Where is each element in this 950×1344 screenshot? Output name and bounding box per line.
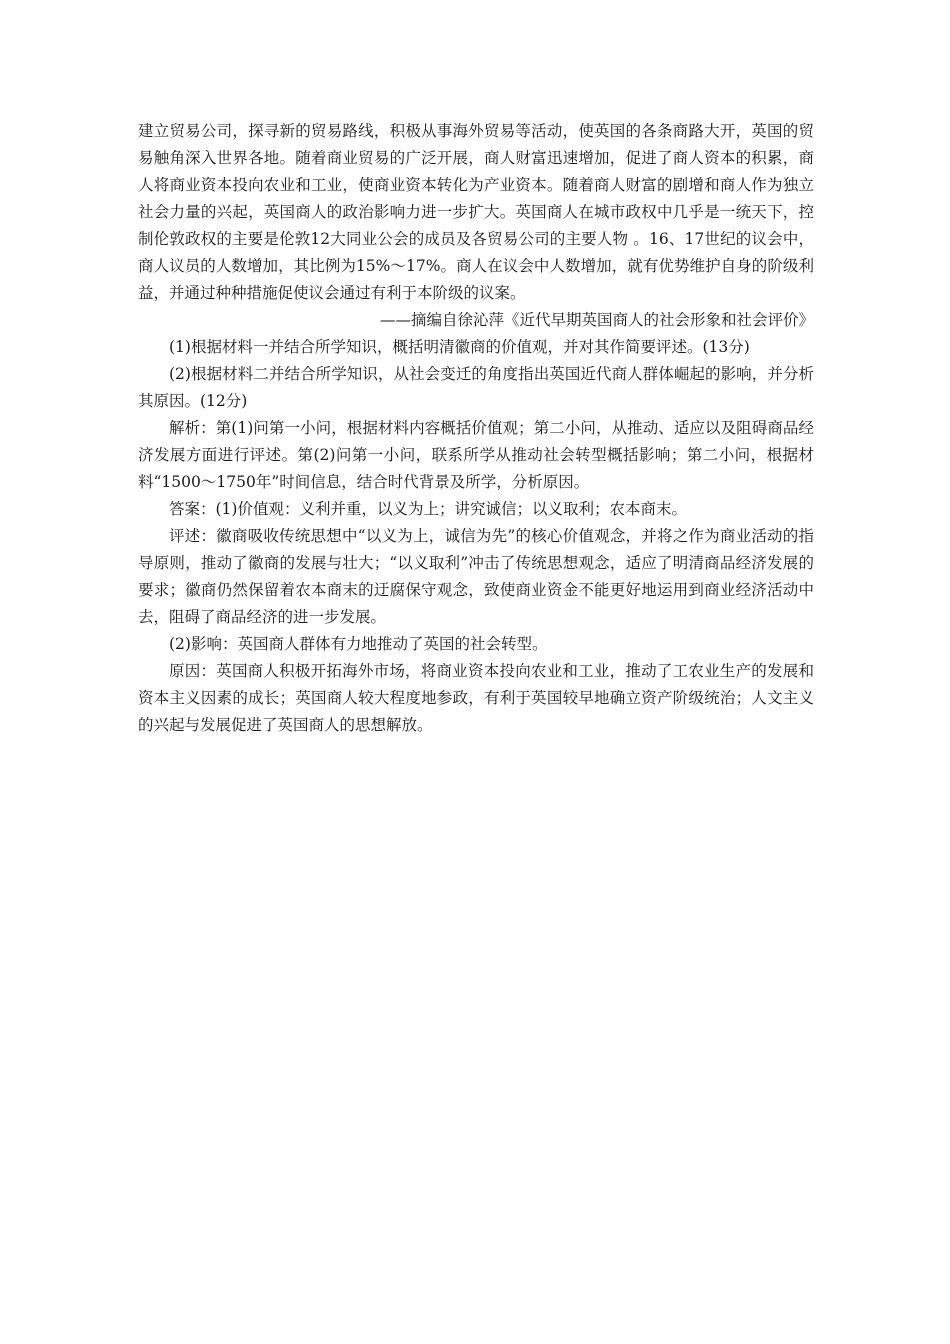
analysis-paragraph: 解析：第(1)问第一小问，根据材料内容概括价值观；第二小问，从推动、适应以及阻碍商品经济发展方面进行评述。第(2)问第一小问，联系所学从推动社会转型概括影响；第二小问，根据材料“1500～1750年”时间信息，结合时代背景及所学，分析原因。 <box>138 419 814 491</box>
material-source: ——摘编自徐沁萍《近代早期英国商人的社会形象和社会评价》 <box>379 311 814 329</box>
answer-2: (2)影响：英国商人群体有力地推动了英国的社会转型。 <box>169 635 548 653</box>
answer-reason: 原因：英国商人积极开拓海外市场，将商业资本投向农业和工业，推动了工农业生产的发展和资本主义因素的成长；英国商人较大程度地参政，有利于英国较早地确立资产阶级统治；人文主义的兴起与发展促进了英国商人的思想解放。 <box>138 662 814 734</box>
answer-1: 答案：(1)价值观：义利并重，以义为上；讲究诚信；以义取利；农本商末。 <box>169 500 687 518</box>
document-page <box>138 118 814 739</box>
question-2: (2)根据材料二并结合所学知识，从社会变迁的角度指出英国近代商人群体崛起的影响，并分析其原因。(12分) <box>138 365 814 410</box>
answer-review: 评述：徽商吸收传统思想中“以义为上，诚信为先”的核心价值观念，并将之作为商业活动的指导原则，推动了徽商的发展与壮大；“以义取利”冲击了传统思想观念，适应了明清商品经济发展的要求；徽商仍然保留着农本商末的迂腐保守观念，致使商业资金不能更好地运用到商业经济活动中去，阻碍了商品经济的进一步发展。 <box>138 527 814 626</box>
question-1: (1)根据材料一并结合所学知识，概括明清徽商的价值观，并对其作简要评述。(13分) <box>169 338 750 356</box>
material-paragraph: 建立贸易公司，探寻新的贸易路线，积极从事海外贸易等活动，使英国的各条商路大开，英国的贸易触角深入世界各地。随着商业贸易的广泛开展，商人财富迅速增加，促进了商人资本的积累，商人将商业资本投向农业和工业，使商业资本转化为产业资本。随着商人财富的剧增和商人作为独立社会力量的兴起，英国商人的政治影响力进一步扩大。英国商人在城市政权中几乎是一统天下，控制伦敦政权的主要是伦敦12大同业公会的成员及各贸易公司的主要人物 。16、17世纪的议会中，商人议员的人数增加，其比例为15%～17%。商人在议会中人数增加，就有优势维护自身的阶级利益，并通过种种措施促使议会通过有利于本阶级的议案。 <box>138 122 814 302</box>
